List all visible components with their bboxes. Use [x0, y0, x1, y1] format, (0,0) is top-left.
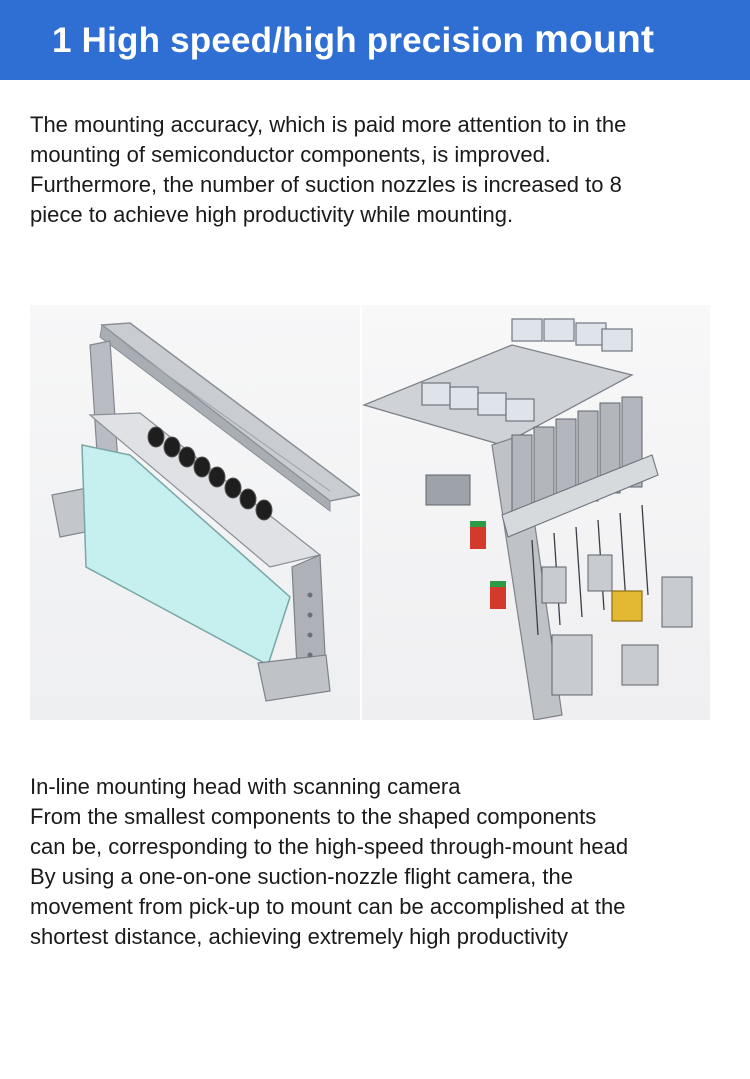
details-paragraph [30, 772, 730, 952]
details-line: movement from pick-up to mount can be accomplished at the [30, 894, 626, 919]
details-line: can be, corresponding to the high-speed through-mount head [30, 834, 629, 859]
title-banner [0, 0, 750, 80]
mount-head-frame-render-icon [30, 305, 360, 720]
nozzle-assembly-render-icon [362, 305, 710, 720]
details-line: shortest distance, achieving extremely high productivity [30, 924, 569, 949]
details-line: In-line mounting head with scanning camera [30, 774, 461, 799]
intro-line: Furthermore, the number of suction nozzles is increased to 8 [30, 172, 622, 197]
page-title [52, 18, 654, 62]
title-emphasis: mount [534, 18, 655, 61]
mount-head-frame-image [30, 305, 360, 720]
nozzle-assembly-image [362, 305, 710, 720]
intro-line: mounting of semiconductor components, is improved. [30, 142, 551, 167]
details-line: From the smallest components to the shaped components [30, 804, 597, 829]
intro-line: The mounting accuracy, which is paid more attention to in the [30, 112, 627, 137]
title-main: 1 High speed/high precision [52, 21, 525, 60]
details-line: By using a one-on-one suction-nozzle flight camera, the [30, 864, 573, 889]
intro-paragraph [30, 110, 730, 230]
intro-line: piece to achieve high productivity while mounting. [30, 202, 514, 227]
